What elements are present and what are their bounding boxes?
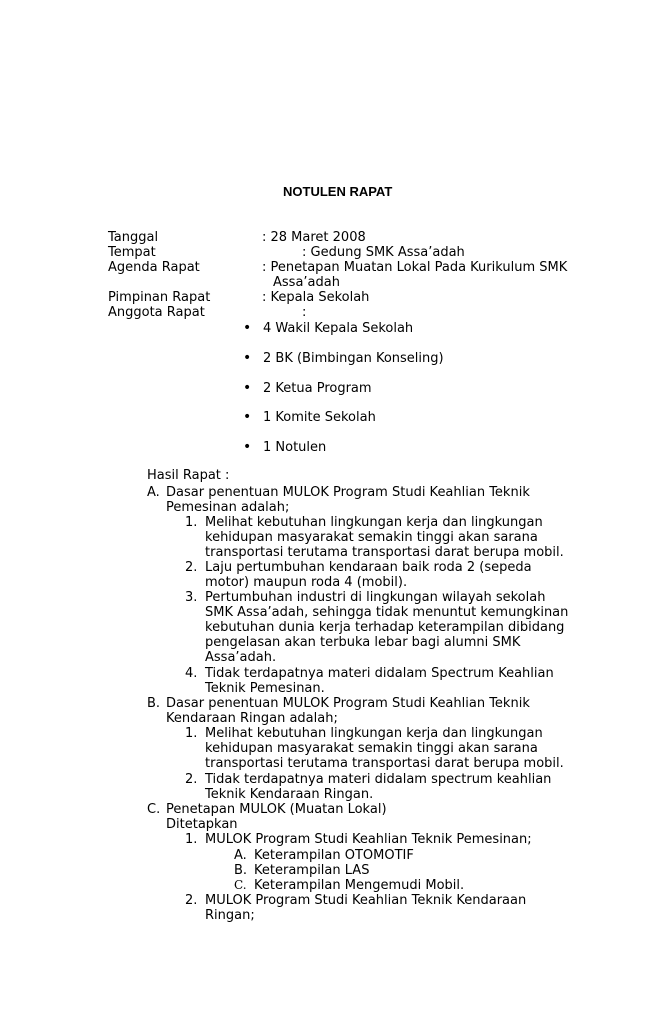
bullet-icon: • <box>243 350 252 366</box>
hasil-rapat-label: Hasil Rapat : <box>147 468 230 483</box>
section-heading: Ditetapkan <box>166 817 238 832</box>
item-line: Tidak terdapatnya materi didalam spectrum keahlian <box>205 772 552 787</box>
agenda-value-line1: : Penetapan Muatan Lokal Pada Kurikulum SMK <box>262 260 568 275</box>
section-heading: Pemesinan adalah; <box>166 500 290 515</box>
member-item: 1 Notulen <box>263 440 327 455</box>
subitem-marker: C. <box>234 878 247 892</box>
agenda-value-line2: Assa’adah <box>273 275 340 290</box>
item-marker: 1. <box>185 832 198 847</box>
item-line: SMK Assa’adah, sehingga tidak menuntut kemungkinan <box>205 605 569 620</box>
item-line: MULOK Program Studi Keahlian Teknik Pemesinan; <box>205 832 532 847</box>
section-heading: Kendaraan Ringan adalah; <box>166 711 338 726</box>
item-line: Melihat kebutuhan lingkungan kerja dan lingkungan <box>205 726 543 741</box>
section-heading: Dasar penentuan MULOK Program Studi Keahlian Teknik <box>166 696 530 711</box>
document-title: NOTULEN RAPAT <box>283 184 393 199</box>
subitem-marker: A. <box>234 848 247 863</box>
member-item: 2 BK (Bimbingan Konseling) <box>263 351 444 366</box>
bullet-icon: • <box>243 439 252 455</box>
pimpinan-value: : Kepala Sekolah <box>262 290 370 305</box>
subitem-text: Keterampilan Mengemudi Mobil. <box>254 878 465 893</box>
tempat-label: Tempat <box>108 245 156 260</box>
item-line: transportasi terutama transportasi darat berupa mobil. <box>205 545 564 560</box>
item-line: Teknik Kendaraan Ringan. <box>205 787 374 802</box>
anggota-value: : <box>302 305 307 320</box>
bullet-icon: • <box>243 380 252 396</box>
item-line: Assa’adah. <box>205 650 277 665</box>
item-marker: 1. <box>185 726 198 741</box>
item-line: Laju pertumbuhan kendaraan baik roda 2 (sepeda <box>205 560 532 575</box>
member-item: 4 Wakil Kepala Sekolah <box>263 321 414 336</box>
section-marker: B. <box>147 696 161 711</box>
item-line: Teknik Pemesinan. <box>205 681 325 696</box>
item-line: kehidupan masyarakat semakin tinggi akan sarana <box>205 530 538 545</box>
item-marker: 1. <box>185 515 198 530</box>
bullet-icon: • <box>243 320 252 336</box>
tanggal-label: Tanggal <box>108 230 159 245</box>
item-marker: 2. <box>185 560 198 575</box>
item-line: Melihat kebutuhan lingkungan kerja dan lingkungan <box>205 515 543 530</box>
section-marker: C. <box>147 802 161 817</box>
subitem-text: Keterampilan LAS <box>254 863 370 878</box>
item-marker: 2. <box>185 893 198 908</box>
item-line: Ringan; <box>205 908 255 923</box>
bullet-icon: • <box>243 409 252 425</box>
item-line: Tidak terdapatnya materi didalam Spectrum Keahlian <box>205 666 554 681</box>
subitem-text: Keterampilan OTOMOTIF <box>254 848 414 863</box>
item-marker: 4. <box>185 666 198 681</box>
item-line: pengelasan akan terbuka lebar bagi alumni SMK <box>205 635 521 650</box>
item-marker: 2. <box>185 772 198 787</box>
agenda-label: Agenda Rapat <box>108 260 200 275</box>
subitem-marker: B. <box>234 863 248 878</box>
item-line: Pertumbuhan industri di lingkungan wilayah sekolah <box>205 590 546 605</box>
anggota-label: Anggota Rapat <box>108 305 205 320</box>
section-heading: Dasar penentuan MULOK Program Studi Keahlian Teknik <box>166 485 530 500</box>
tanggal-value: : 28 Maret 2008 <box>262 230 366 245</box>
tempat-value: : Gedung SMK Assa’adah <box>302 245 465 260</box>
section-marker: A. <box>147 485 160 500</box>
item-line: transportasi terutama transportasi darat berupa mobil. <box>205 756 564 771</box>
member-item: 1 Komite Sekolah <box>263 410 376 425</box>
section-heading: Penetapan MULOK (Muatan Lokal) <box>166 802 387 817</box>
item-line: kehidupan masyarakat semakin tinggi akan sarana <box>205 741 538 756</box>
item-line: kebutuhan dunia kerja terhadap keterampilan dibidang <box>205 620 565 635</box>
item-line: MULOK Program Studi Keahlian Teknik Kendaraan <box>205 893 527 908</box>
pimpinan-label: Pimpinan Rapat <box>108 290 211 305</box>
item-line: motor) maupun roda 4 (mobil). <box>205 575 408 590</box>
item-marker: 3. <box>185 590 198 605</box>
member-item: 2 Ketua Program <box>263 381 372 396</box>
